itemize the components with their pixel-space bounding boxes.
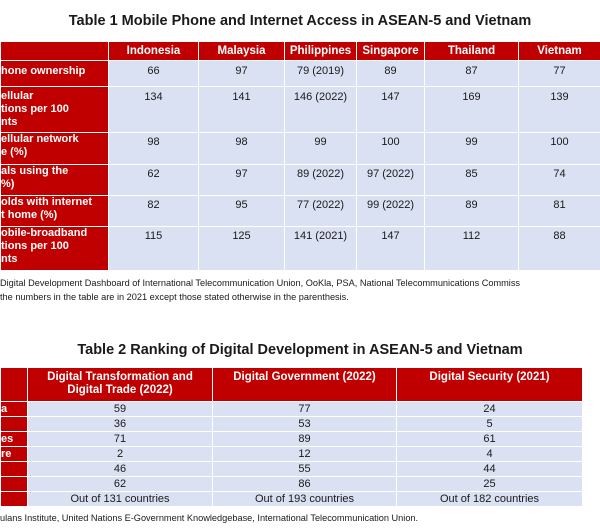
table-cell: 59 xyxy=(28,402,213,417)
row-label xyxy=(1,417,28,432)
table-cell: 82 xyxy=(109,196,199,227)
row-label: re xyxy=(1,447,28,462)
table-cell: 62 xyxy=(28,477,213,492)
table-row xyxy=(1,61,600,87)
table1-source: Digital Development Dashboard of International Telecommunication Union, OoKla, PSA, National Telecommunications Commiss xyxy=(0,278,521,288)
table-cell: 4 xyxy=(397,447,583,462)
table-row xyxy=(1,492,583,507)
table1-col-vietnam: Vietnam xyxy=(519,42,600,61)
table-cell: 125 xyxy=(199,227,285,271)
table-cell: 89 xyxy=(213,432,397,447)
table-cell: 115 xyxy=(109,227,199,271)
table1-col-indonesia: Indonesia xyxy=(109,42,199,61)
table-cell: Out of 131 countries xyxy=(28,492,213,507)
table-cell: 141 xyxy=(199,87,285,133)
table-cell: 53 xyxy=(213,417,397,432)
table2-title: Table 2 Ranking of Digital Development in ASEAN-5 and Vietnam xyxy=(77,342,523,358)
table-row xyxy=(1,402,583,417)
table-cell: 2 xyxy=(28,447,213,462)
row-label: ellular network e (%) xyxy=(1,133,109,165)
table-cell: 74 xyxy=(519,165,600,196)
table-cell: 62 xyxy=(109,165,199,196)
table-cell: 134 xyxy=(109,87,199,133)
table2-col-digital-security: Digital Security (2021) xyxy=(397,368,583,402)
table-cell: 61 xyxy=(397,432,583,447)
row-label: olds with internet t home (%) xyxy=(1,196,109,227)
table-row xyxy=(1,227,600,271)
table-cell: 88 xyxy=(519,227,600,271)
table1-col-philippines: Philippines xyxy=(285,42,357,61)
table-cell: 98 xyxy=(199,133,285,165)
table-cell: 147 xyxy=(357,227,425,271)
table-cell: 99 (2022) xyxy=(357,196,425,227)
table-cell: 89 (2022) xyxy=(285,165,357,196)
table2-source: ulans Institute, United Nations E-Government Knowledgebase, International Telecommunication Union. xyxy=(0,513,419,523)
table-cell: 147 xyxy=(357,87,425,133)
table-cell: 46 xyxy=(28,462,213,477)
table-row xyxy=(1,196,600,227)
table-cell: 12 xyxy=(213,447,397,462)
table-row xyxy=(1,447,583,462)
row-label xyxy=(1,462,28,477)
table1-col-singapore: Singapore xyxy=(357,42,425,61)
row-label: hone ownership xyxy=(1,61,109,87)
table-row xyxy=(1,417,583,432)
table-cell: 81 xyxy=(519,196,600,227)
row-label: es xyxy=(1,432,28,447)
table-row xyxy=(1,133,600,165)
table-cell: 36 xyxy=(28,417,213,432)
table1-mobile-internet xyxy=(0,41,600,271)
row-label xyxy=(1,477,28,492)
table-cell: 89 xyxy=(425,196,519,227)
table2-col-digital-government: Digital Government (2022) xyxy=(213,368,397,402)
table-cell: 97 xyxy=(199,165,285,196)
table-cell: Out of 182 countries xyxy=(397,492,583,507)
table-row xyxy=(1,165,600,196)
table-cell: 98 xyxy=(109,133,199,165)
table2-col-digital-transformation: Digital Transformation and Digital Trade (2022) xyxy=(28,368,213,402)
table-cell: 139 xyxy=(519,87,600,133)
table-cell: 146 (2022) xyxy=(285,87,357,133)
table-cell: 97 xyxy=(199,61,285,87)
table-row xyxy=(1,477,583,492)
table-cell: 97 (2022) xyxy=(357,165,425,196)
table-row xyxy=(1,87,600,133)
table-cell: 5 xyxy=(397,417,583,432)
table-cell: 86 xyxy=(213,477,397,492)
table-cell: 169 xyxy=(425,87,519,133)
table1-corner-header xyxy=(1,42,109,61)
table-cell: 79 (2019) xyxy=(285,61,357,87)
table-cell: 71 xyxy=(28,432,213,447)
table-cell: 55 xyxy=(213,462,397,477)
table-row xyxy=(1,432,583,447)
table1-title: Table 1 Mobile Phone and Internet Access in ASEAN-5 and Vietnam xyxy=(68,13,532,29)
table-cell: 85 xyxy=(425,165,519,196)
table-cell: 112 xyxy=(425,227,519,271)
table-row xyxy=(1,462,583,477)
table2-corner-header xyxy=(1,368,28,402)
table-cell: 99 xyxy=(425,133,519,165)
table-cell: 77 xyxy=(213,402,397,417)
table-cell: 89 xyxy=(357,61,425,87)
table-cell: 44 xyxy=(397,462,583,477)
table2-digital-ranking xyxy=(0,367,583,507)
table-cell: 100 xyxy=(519,133,600,165)
table-cell: 87 xyxy=(425,61,519,87)
table-cell: 25 xyxy=(397,477,583,492)
table-cell: 95 xyxy=(199,196,285,227)
row-label: ellular tions per 100 nts xyxy=(1,87,109,133)
table1-note: the numbers in the table are in 2021 except those stated otherwise in the parenthesis. xyxy=(0,292,349,302)
table-cell: 66 xyxy=(109,61,199,87)
table-cell: 100 xyxy=(357,133,425,165)
row-label: a xyxy=(1,402,28,417)
row-label: als using the %) xyxy=(1,165,109,196)
row-label xyxy=(1,492,28,507)
table-cell: 141 (2021) xyxy=(285,227,357,271)
table-cell: 77 (2022) xyxy=(285,196,357,227)
table-cell: 99 xyxy=(285,133,357,165)
row-label: obile-broadband tions per 100 nts xyxy=(1,227,109,271)
table-cell: Out of 193 countries xyxy=(213,492,397,507)
table-cell: 24 xyxy=(397,402,583,417)
table1-col-malaysia: Malaysia xyxy=(199,42,285,61)
table-cell: 77 xyxy=(519,61,600,87)
table1-col-thailand: Thailand xyxy=(425,42,519,61)
